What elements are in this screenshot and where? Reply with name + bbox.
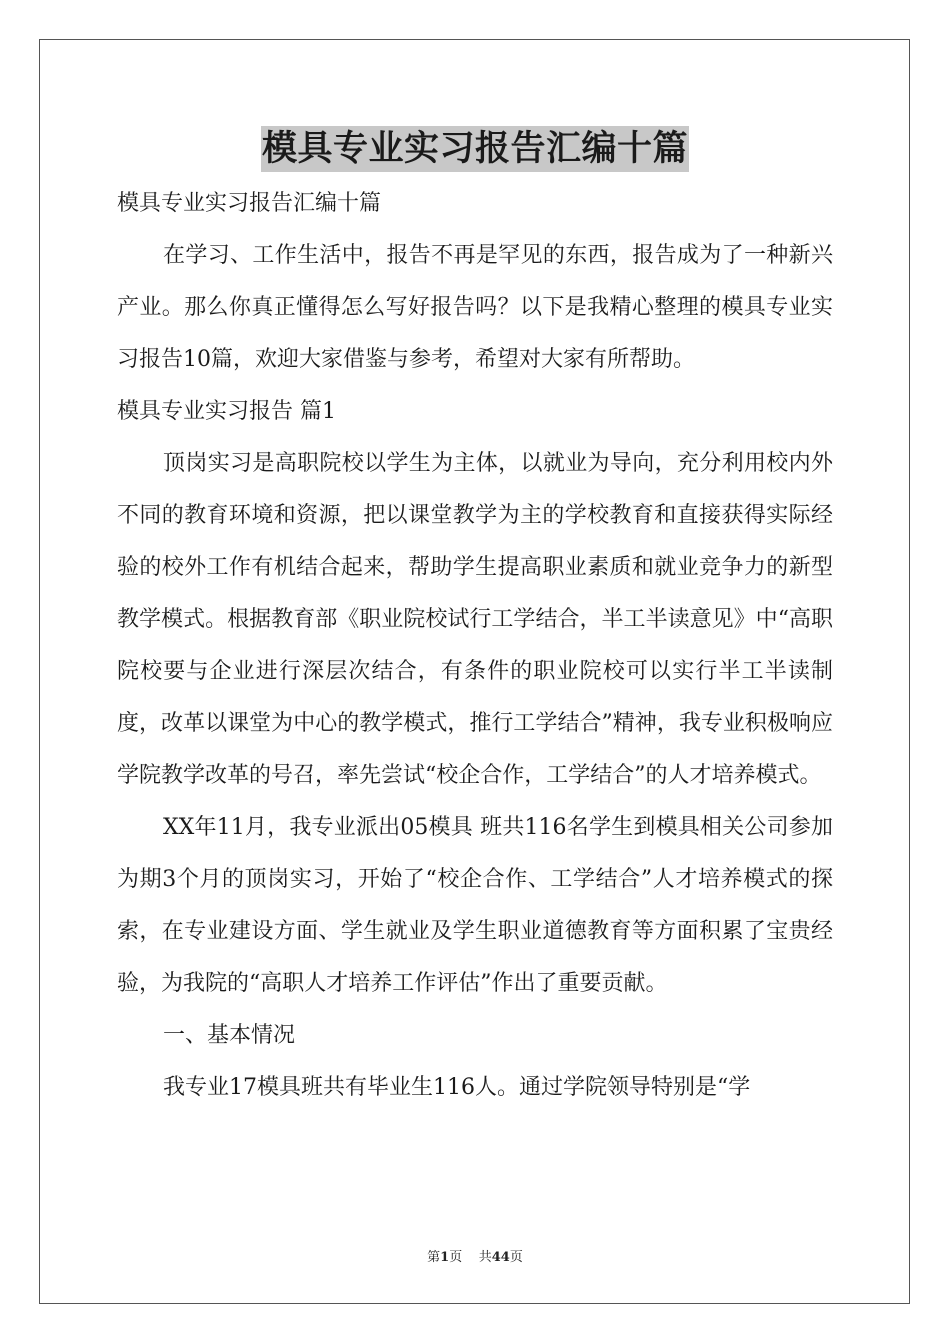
document-body bbox=[117, 178, 833, 1114]
intro-paragraph: 在学习、工作生活中，报告不再是罕见的东西，报告成为了一种新兴产业。那么你真正懂得怎么写好报告吗？以下是我精心整理的模具专业实习报告10篇，欢迎大家借鉴与参考，希望对大家有所帮助。 bbox=[117, 243, 833, 372]
total-prefix: 共 bbox=[478, 1250, 492, 1265]
body-paragraph-1: 顶岗实习是高职院校以学生为主体，以就业为导向，充分利用校内外不同的教育环境和资源，把以课堂教学为主的学校教育和直接获得实际经验的校外工作有机结合起来，帮助学生提高职业素质和就业竞争力的新型教学模式。根据教育部《职业院校试行工学结合，半工半读意见》中“高职院校要与企业进行深层次结合，有条件的职业院校可以实行半工半读制度，改革以课堂为中心的教学模式，推行工学结合”精神，我专业积极响应学院教学改革的号召，率先尝试“校企合作，工学结合”的人才培养模式。 bbox=[117, 451, 833, 788]
page-suffix: 页 bbox=[449, 1250, 463, 1265]
total-pages: 44 bbox=[491, 1250, 510, 1265]
page-footer bbox=[0, 1246, 950, 1265]
body-paragraph-3: 我专业17模具班共有毕业生116人。通过学院领导特别是“学 bbox=[163, 1075, 751, 1100]
sub-heading: 一、基本情况 bbox=[163, 1023, 296, 1048]
page-prefix: 第 bbox=[427, 1250, 441, 1265]
page-number: 1 bbox=[440, 1250, 450, 1265]
document-title: 模具专业实习报告汇编十篇 bbox=[261, 126, 689, 172]
subtitle: 模具专业实习报告汇编十篇 bbox=[117, 191, 382, 216]
title-container bbox=[0, 126, 950, 172]
total-suffix: 页 bbox=[509, 1250, 523, 1265]
body-paragraph-2: XX年11月，我专业派出05模具 班共116名学生到模具相关公司参加为期3个月的顶岗实习，开始了“校企合作、工学结合”人才培养模式的探索，在专业建设方面、学生就业及学生职业道德教育等方面积累了宝贵经验，为我院的“高职人才培养工作评估”作出了重要贡献。 bbox=[117, 815, 833, 996]
section-heading: 模具专业实习报告 篇1 bbox=[117, 399, 336, 424]
